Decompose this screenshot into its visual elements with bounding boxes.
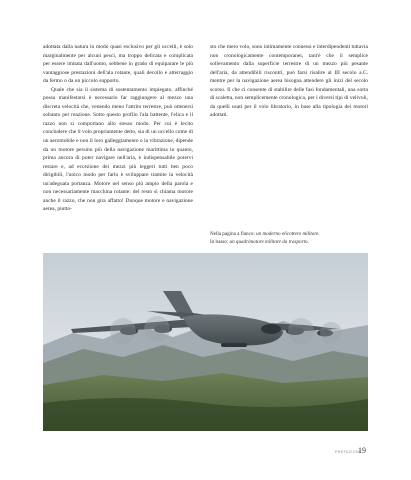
caption-lead: Nella pagina a fianco: [210, 231, 257, 237]
paragraph: adottata dalla natura in modo quasi esclusivo per gli uccelli, è solo marginalmente per alcuni pesci, ma troppo delicata e complicata per essere imitata dall'uomo, sebbene in grado di equiparare le più vantaggiose prestazioni dell'ala rotante, quali decollo e atterraggio da fermo o da un piccolo supporto. [43, 44, 193, 85]
propeller-disc [144, 316, 170, 342]
paragraph: Quale che sia il sistema di sostentamento impiegato, affinché possa manifestarsi è necessario far raggiungere al mezzo una discreta velocità che, venendo meno l'attrito terrestre, può ottenersi soltanto per reazione. Sotto questo profilo l'ala battente, l'elica e il razzo non si comportano allo stesso modo. Per cui è lecito concludere che il volo propriamente detto, sia di un uccello come di un aeromobile e non il loro galleggiamento o la vibrazione, dipende da un motore persino più della navigazione marittima in quanto, prima ancora di poter navigare nell'aria, è indispensabile potervi restare e, ad eccezione dei mezzi più leggeri tutti ben poco dirigibili, l'unico modo per farlo è sviluppare tramite la velocità un'adeguata portanza. Motore nel senso più ampio della parola e non necessariamente macchina rotante: del resto si chiama motore anche il razzo, che non gira affatto! Dunque motore e navigazione aerea, piutto- [43, 86, 193, 213]
figure-caption [210, 231, 368, 247]
page-number: 19 [358, 446, 366, 455]
running-footer-label: PREFAZIONE [335, 450, 362, 454]
propeller-disc [288, 318, 314, 344]
caption-italic: un quadrimotore militare da trasporto. [229, 238, 309, 245]
caption-line-below [210, 239, 368, 247]
text-column-left [43, 43, 193, 214]
propeller-disc [320, 322, 342, 344]
landing-gear-pod [221, 343, 247, 347]
caption-line-opposite-page [210, 231, 368, 239]
paragraph: sto che mero volo, sono intimamente connessi e interdipendenti tuttavia non cronologicamente contemporanei, tant'è che il semplice sollevamento dalla superficie terrestre di un mezzo più pesante dell'aria, da attendibili riscontri, può farsi risalire al III secolo a.C. mentre per la navigazione aerea bisogna attendere gli inizi del secolo scorso. Il che ci consente di stabilire delle fasi fondamentali, una sorta di scaletta, non semplicemente cronologica, per i diversi tipi di velivoli, da quelli usati per il volo libratorio, in base alla tipologia dei motori adottati. [210, 44, 368, 119]
text-column-right [210, 43, 368, 120]
aircraft-cockpit [261, 324, 281, 334]
aircraft-photo [43, 253, 368, 431]
caption-italic: un moderno elicottero militare. [256, 231, 320, 237]
caption-lead: In basso: [210, 238, 230, 245]
propeller-disc [110, 318, 136, 344]
